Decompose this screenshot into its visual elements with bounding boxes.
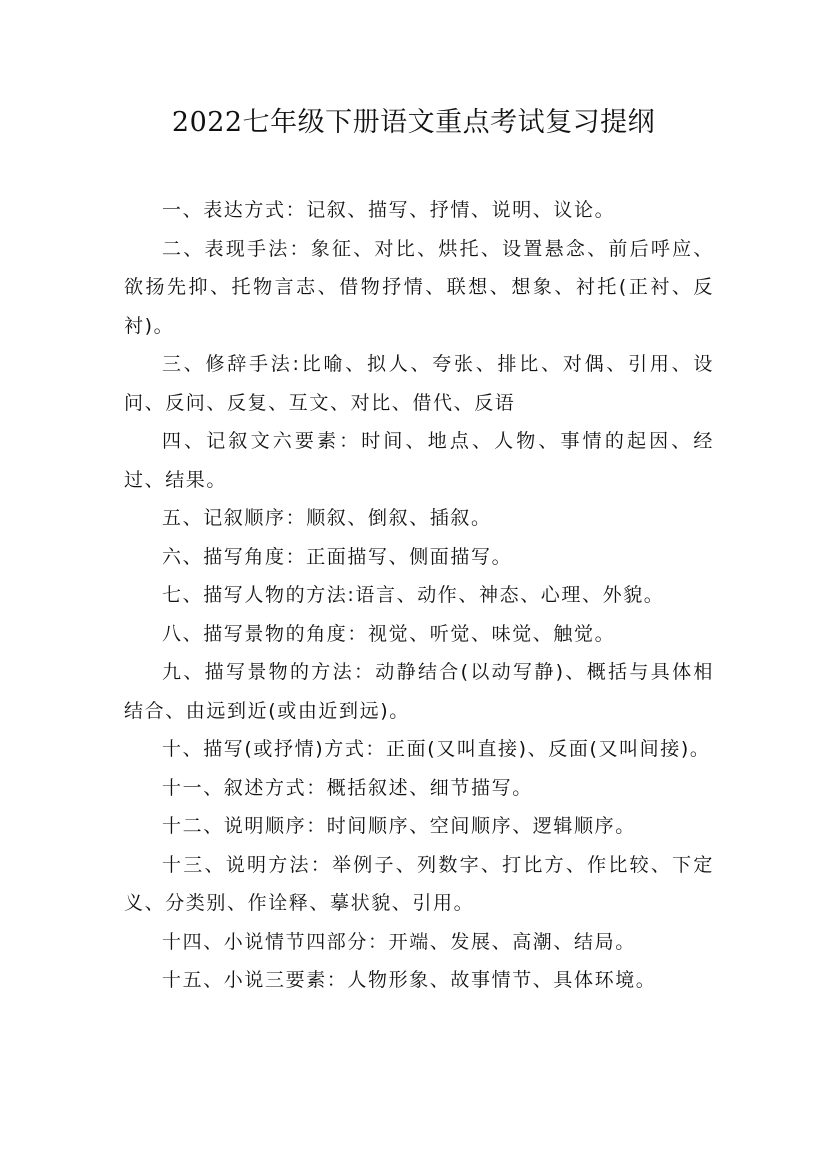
document-body (124, 191, 714, 1000)
paragraph-description-angle: 六、描写角度：正面描写、侧面描写。 (162, 545, 513, 568)
paragraph-narrative-elements: 四、记叙文六要素：时间、地点、人物、事情的起因、经过、结果。 (124, 430, 714, 491)
paragraph-scenery-angle: 八、描写景物的角度：视觉、听觉、味觉、触觉。 (162, 622, 616, 645)
paragraph-rhetoric: 三、修辞手法:比喻、拟人、夸张、排比、对偶、引用、设问、反问、反复、互文、对比、借代、反语 (124, 353, 714, 414)
paragraph-novel-elements: 十五、小说三要素：人物形象、故事情节、具体环境。 (162, 969, 657, 991)
document-title: 2022七年级下册语文重点考试复习提纲 (171, 107, 656, 138)
paragraph-description-modes: 十、描写(或抒情)方式：正面(又叫直接)、反面(又叫间接)。 (162, 738, 711, 760)
paragraph-expression-techniques: 二、表现手法：象征、对比、烘托、设置悬念、前后呼应、欲扬先抑、托物言志、借物抒情、联想、想象、衬托(正衬、反衬)。 (124, 237, 714, 337)
paragraph-plot-parts: 十四、小说情节四部分：开端、发展、高潮、结局。 (162, 930, 636, 953)
paragraph-exposition-order: 十二、说明顺序：时间顺序、空间顺序、逻辑顺序。 (162, 815, 636, 837)
paragraph-narrative-order: 五、记叙顺序：顺叙、倒叙、插叙。 (162, 507, 492, 529)
paragraph-expression-modes: 一、表达方式：记叙、描写、抒情、说明、议论。 (162, 199, 616, 221)
paragraph-character-description: 七、描写人物的方法:语言、动作、神态、心理、外貌。 (162, 584, 665, 606)
paragraph-scenery-methods: 九、描写景物的方法：动静结合(以动写静)、概括与具体相结合、由远到近(或由近到远)。 (124, 661, 714, 722)
paragraph-exposition-methods: 十三、说明方法：举例子、列数字、打比方、作比较、下定义、分类别、作诠释、摹状貌、引用。 (124, 853, 714, 914)
paragraph-narration-modes: 十一、叙述方式：概括叙述、细节描写。 (162, 776, 533, 799)
